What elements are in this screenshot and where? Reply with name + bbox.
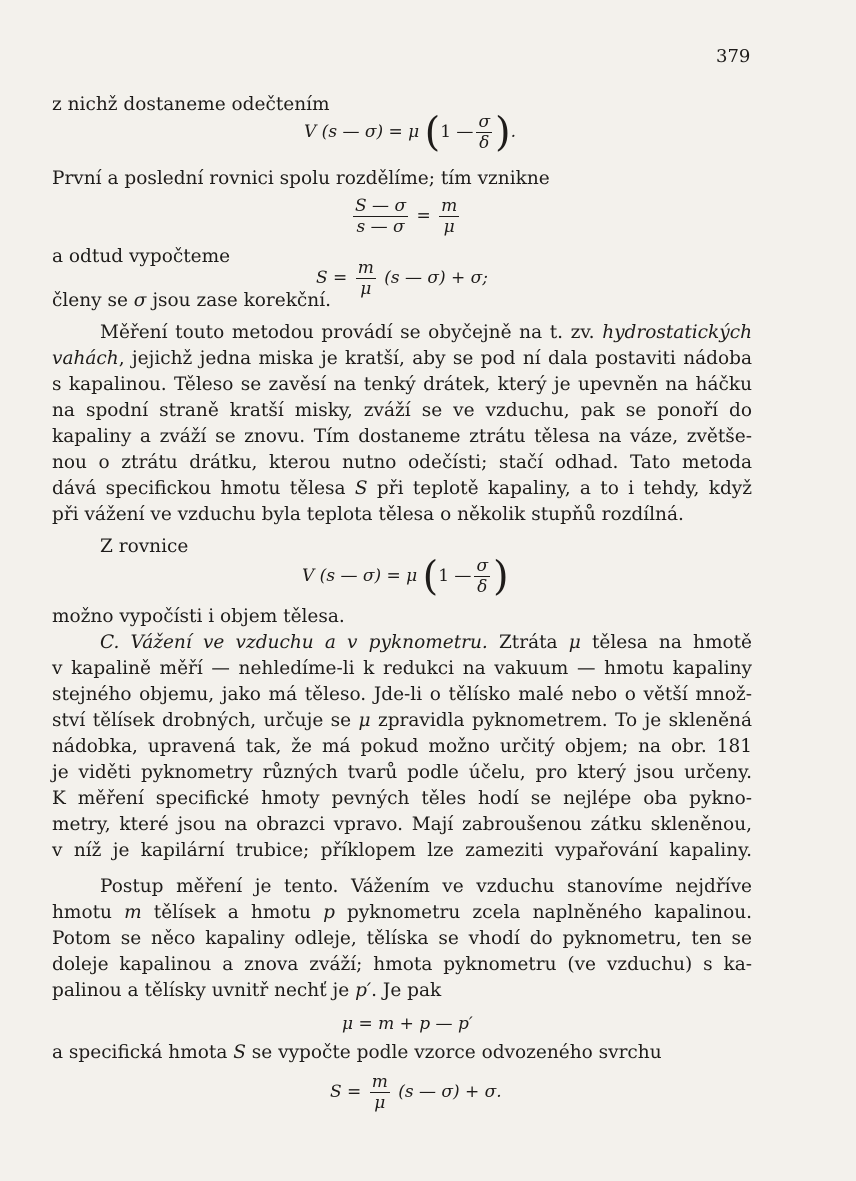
page-number: 379 [716,46,751,67]
text-line: v níž je kapilární trubice; příklopem lze zameziti vypařování kapaliny. [52,840,752,861]
text-line: První a poslední rovnici spolu rozdělíme; tím vznikne [52,168,550,189]
text-line: a specifická hmota S se vypočte podle vzorce odvozeného svrchu [52,1042,662,1063]
fraction: $\frac{\sigma}{\delta}$ [478,112,491,153]
text-line: Potom se něco kapaliny odleje, tělíska se vhodí do pyknometru, ten se [52,928,752,949]
equation-1: V (s — σ) = μ (1 — $\frac{\sigma}{\delta}$ ). [304,109,517,156]
text-line: ství tělísek drobných, určuje se μ zpravidla pyknometrem. To je skleněná [52,710,752,731]
fraction: $\frac{m}{\mu}$ [357,258,374,299]
text-line: hmotu m tělísek a hmotu p pyknometru zcela naplněného kapalinou. [52,902,752,923]
text-line: vahách, jejichž jedna miska je kratší, aby se pod ní dala postaviti nádoba [52,348,752,369]
text-line: při vážení ve vzduchu byla teplota tělesa o několik stupňů rozdílná. [52,504,684,525]
fraction: $\frac{\sigma}{\delta}$ [476,556,489,597]
text-line: K měření specifické hmoty pevných těles hodí se nejlépe oba pykno- [52,788,752,809]
paren-close: ) [493,553,509,600]
equation-4: V (s — σ) = μ (1 — $\frac{\sigma}{\delta}$ ) [302,553,509,600]
text-line: Měření touto metodou provádí se obyčejně na t. zv. hydrostatických [100,322,752,343]
text-line: na spodní straně kratší misky, zváží se ve vzduchu, pak se ponoří do [52,400,752,421]
text-line: palinou a tělísky uvnitř nechť je p′. Je pak [52,980,442,1001]
text-line: C. Vážení ve vzduchu a v pyknometru. Ztráta μ tělesa na hmotě [100,632,753,653]
paren-close: ) [495,109,511,156]
text-line: Z rovnice [100,536,189,557]
text-line: stejného objemu, jako má těleso. Jde-li o tělísko malé nebo o větší množ- [52,684,752,705]
fraction: $\frac{m}{\mu}$ [371,1072,388,1113]
fraction: $\frac{S — \sigma}{s — \sigma}$ [355,196,407,237]
paren-open: ( [424,109,441,156]
text-line: nádobka, upravená tak, že má pokud možno určitý objem; na obr. 181 [52,736,752,757]
equation-2: $\frac{S — \sigma}{s — \sigma}$ = $\frac{m}{\mu}$ [355,196,458,237]
text-line: doleje kapalinou a znova zváží; hmota pyknometru (ve vzduchu) s ka- [52,954,752,975]
text-line: je viděti pyknometry různých tvarů podle účelu, pro který jsou určeny. [52,762,752,783]
equation-6: S = $\frac{m}{\mu}$ (s — σ) + σ. [330,1072,502,1113]
text-line: nou o ztrátu drátku, kterou nutno odečísti; stačí odhad. Tato metoda [52,452,752,473]
text-line: metry, které jsou na obrazci vpravo. Mají zabroušenou zátku skleněnou, [52,814,752,835]
text-line: s kapalinou. Těleso se zavěsí na tenký drátek, který je upevněn na háčku [52,374,752,395]
text-line: možno vypočísti i objem tělesa. [52,606,345,627]
text-line: v kapalině měří — nehledíme-li k redukci na vakuum — hmotu kapaliny [52,658,752,679]
paren-open: ( [422,553,439,600]
equation-5: μ = m + p — p′ [342,1014,473,1034]
text-line: a odtud vypočteme [52,246,231,267]
text-line: členy se σ jsou zase korekční. [52,290,332,311]
text-line: Postup měření je tento. Vážením ve vzduchu stanovíme nejdříve [100,876,752,897]
equation-3: S = $\frac{m}{\mu}$ (s — σ) + σ; [316,258,489,299]
text-line: z nichž dostaneme odečtením [52,94,330,115]
fraction: $\frac{m}{\mu}$ [441,196,458,237]
text-line: kapaliny a zváží se znovu. Tím dostaneme ztrátu tělesa na váze, zvětše- [52,426,752,447]
text-line: dává specifickou hmotu tělesa S při teplotě kapaliny, a to i tehdy, když [52,478,752,499]
